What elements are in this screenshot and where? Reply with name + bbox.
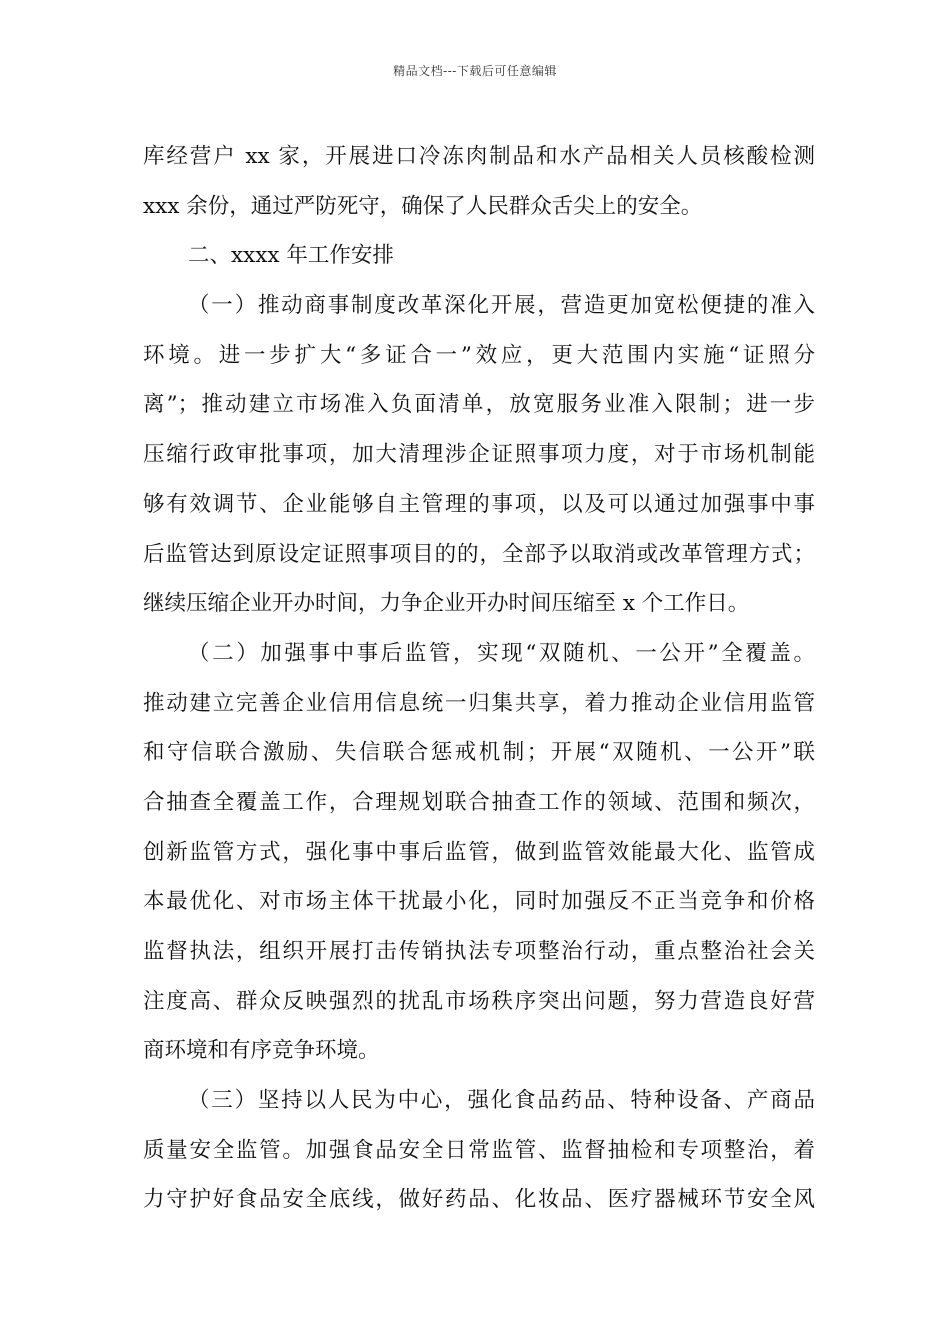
text-line: xxx 余份，通过严防死守，确保了人民群众舌尖上的安全。: [143, 193, 703, 219]
paragraph-first-line: （一）推动商事制度改革深化开展，营造更加宽松便捷的准入: [188, 293, 815, 319]
section-heading: 二、xxxx 年工作安排: [188, 243, 394, 269]
text-line: 够有效调节、企业能够自主管理的事项，以及可以通过加强事中事: [143, 491, 815, 517]
text-line: 推动建立完善企业信用信息统一归集共享，着力推动企业信用监管: [143, 690, 815, 716]
text-line: 注度高、群众反映强烈的扰乱市场秩序突出问题，努力营造良好营: [143, 988, 815, 1014]
text-line: 后监管达到原设定证照事项目的的，全部予以取消或改革管理方式；: [143, 541, 815, 567]
document-body: [143, 132, 815, 1225]
text-line: 离”；推动建立市场准入负面清单，放宽服务业准入限制；进一步: [143, 392, 815, 418]
paragraph-first-line: （三）坚持以人民为中心，强化食品药品、特种设备、产商品: [188, 1088, 815, 1114]
text-line: 环境。进一步扩大“多证合一”效应，更大范围内实施“证照分: [143, 342, 815, 368]
text-line: 本最优化、对市场主体干扰最小化，同时加强反不正当竞争和价格: [143, 889, 815, 915]
text-line: 继续压缩企业开办时间，力争企业开办时间压缩至 x 个工作日。: [143, 591, 750, 617]
text-line: 压缩行政审批事项，加大清理涉企证照事项力度，对于市场机制能: [143, 442, 815, 468]
text-line: 库经营户 xx 家，开展进口冷冻肉制品和水产品相关人员核酸检测: [143, 144, 815, 169]
paragraph-first-line: （二）加强事中事后监管，实现“双随机、一公开”全覆盖。: [188, 640, 815, 666]
page-header: 精品文档---下载后可任意编辑: [393, 64, 557, 78]
text-line: 和守信联合激励、失信联合惩戒机制；开展“双随机、一公开”联: [143, 740, 815, 766]
text-line: 质量安全监管。加强食品安全日常监管、监督抽检和专项整治，着: [143, 1137, 815, 1163]
text-line: 力守护好食品安全底线，做好药品、化妆品、医疗器械环节安全风: [143, 1187, 815, 1213]
text-line: 创新监管方式，强化事中事后监管，做到监管效能最大化、监管成: [143, 839, 815, 865]
text-line: 监督执法，组织开展打击传销执法专项整治行动，重点整治社会关: [143, 939, 815, 964]
text-line: 合抽查全覆盖工作，合理规划联合抽查工作的领域、范围和频次，: [143, 789, 815, 815]
text-line: 商环境和有序竞争环境。: [143, 1038, 380, 1064]
